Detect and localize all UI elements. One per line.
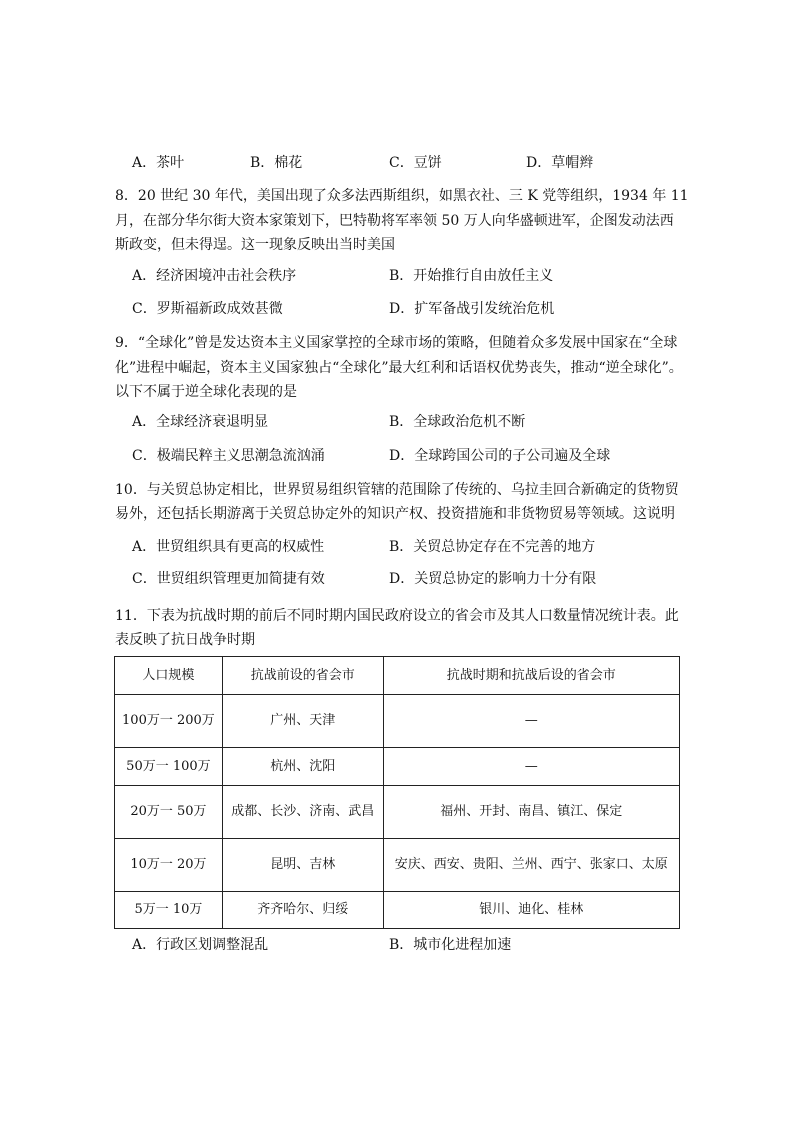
table-header-cell: 抗战时期和抗战后设的省会市	[383, 657, 679, 695]
table-cell: 银川、迪化、桂林	[383, 892, 679, 929]
table-cell: 广州、天津	[222, 695, 383, 748]
table-cell: 20万一 50万	[115, 786, 223, 839]
q8-stem-line-2: 月，在部分华尔街大资本家策划下，巴特勒将军率领 50 万人向华盛顿进军，企图发动法西	[115, 213, 674, 229]
q10-option-c[interactable]: C．世贸组织管理更加简捷有效	[132, 571, 325, 587]
table-cell: 50万一 100万	[115, 748, 223, 786]
table-cell: —	[383, 748, 679, 786]
q9-stem-line-3: 以下不属于逆全球化表现的是	[115, 384, 297, 400]
q10-stem-line-2: 易外，还包括长期游离于关贸总协定外的知识产权、投资措施和非货物贸易等领域。这说明	[115, 506, 675, 522]
q8-option-b[interactable]: B．开始推行自由放任主义	[389, 268, 554, 284]
table-row	[115, 839, 680, 892]
q11-option-a[interactable]: A．行政区划调整混乱	[132, 937, 269, 953]
q8-option-c[interactable]: C．罗斯福新政成效甚微	[132, 301, 283, 317]
q11-stem-line-2: 表反映了抗日战争时期	[115, 632, 255, 648]
table-cell: 杭州、沈阳	[222, 748, 383, 786]
table-header-row	[115, 657, 680, 695]
q7-option-c[interactable]: C．豆饼	[389, 155, 442, 171]
q9-option-d[interactable]: D．全球跨国公司的子公司遍及全球	[389, 448, 611, 464]
table-cell: 10万一 20万	[115, 839, 223, 892]
table-header-cell: 人口规模	[115, 657, 223, 695]
table-row	[115, 892, 680, 929]
table-cell: 昆明、吉林	[222, 839, 383, 892]
table-row	[115, 786, 680, 839]
population-table	[114, 656, 680, 929]
q9-stem-line-1: 9．“全球化”曾是发达资本主义国家掌控的全球市场的策略，但随着众多发展中国家在“全球	[115, 335, 678, 351]
q11-option-b[interactable]: B．城市化进程加速	[389, 937, 512, 953]
table-header-cell: 抗战前设的省会市	[222, 657, 383, 695]
table-cell: 100万一 200万	[115, 695, 223, 748]
q9-option-b[interactable]: B．全球政治危机不断	[389, 414, 526, 430]
q8-option-a[interactable]: A．经济困境冲击社会秩序	[132, 268, 297, 284]
table-row	[115, 695, 680, 748]
q7-option-a[interactable]: A．茶叶	[132, 155, 185, 171]
q9-stem-line-2: 化”进程中崛起，资本主义国家独占“全球化”最大红利和话语权优势丧失，推动“逆全球化”。	[115, 360, 683, 376]
table-row	[115, 748, 680, 786]
q9-option-c[interactable]: C．极端民粹主义思潮急流汹涌	[132, 448, 325, 464]
q8-option-d[interactable]: D．扩军备战引发统治危机	[389, 301, 555, 317]
q9-option-a[interactable]: A．全球经济衰退明显	[132, 414, 269, 430]
q11-stem-line-1: 11．下表为抗战时期的前后不同时期内国民政府设立的省会市及其人口数量情况统计表。此	[115, 608, 679, 624]
table-cell: 齐齐哈尔、归绥	[222, 892, 383, 929]
q10-stem-line-1: 10．与关贸总协定相比，世界贸易组织管辖的范围除了传统的、乌拉圭回合新确定的货物贸	[115, 482, 679, 498]
q8-stem-line-1: 8．20 世纪 30 年代，美国出现了众多法西斯组织，如黑衣社、三 K 党等组织，1934 年 11	[115, 188, 689, 204]
table-cell: —	[383, 695, 679, 748]
table-cell: 福州、开封、南昌、镇江、保定	[383, 786, 679, 839]
q10-option-a[interactable]: A．世贸组织具有更高的权威性	[132, 539, 325, 555]
table-cell: 安庆、西安、贵阳、兰州、西宁、张家口、太原	[383, 839, 679, 892]
q7-option-d[interactable]: D．草帽辫	[526, 155, 594, 171]
table-cell: 成都、长沙、济南、武昌	[222, 786, 383, 839]
q10-option-b[interactable]: B．关贸总协定存在不完善的地方	[389, 539, 596, 555]
q8-stem-line-3: 斯政变，但未得逞。这一现象反映出当时美国	[115, 237, 395, 253]
table-cell: 5万一 10万	[115, 892, 223, 929]
q7-option-b[interactable]: B．棉花	[250, 155, 303, 171]
q10-option-d[interactable]: D．关贸总协定的影响力十分有限	[389, 571, 597, 587]
